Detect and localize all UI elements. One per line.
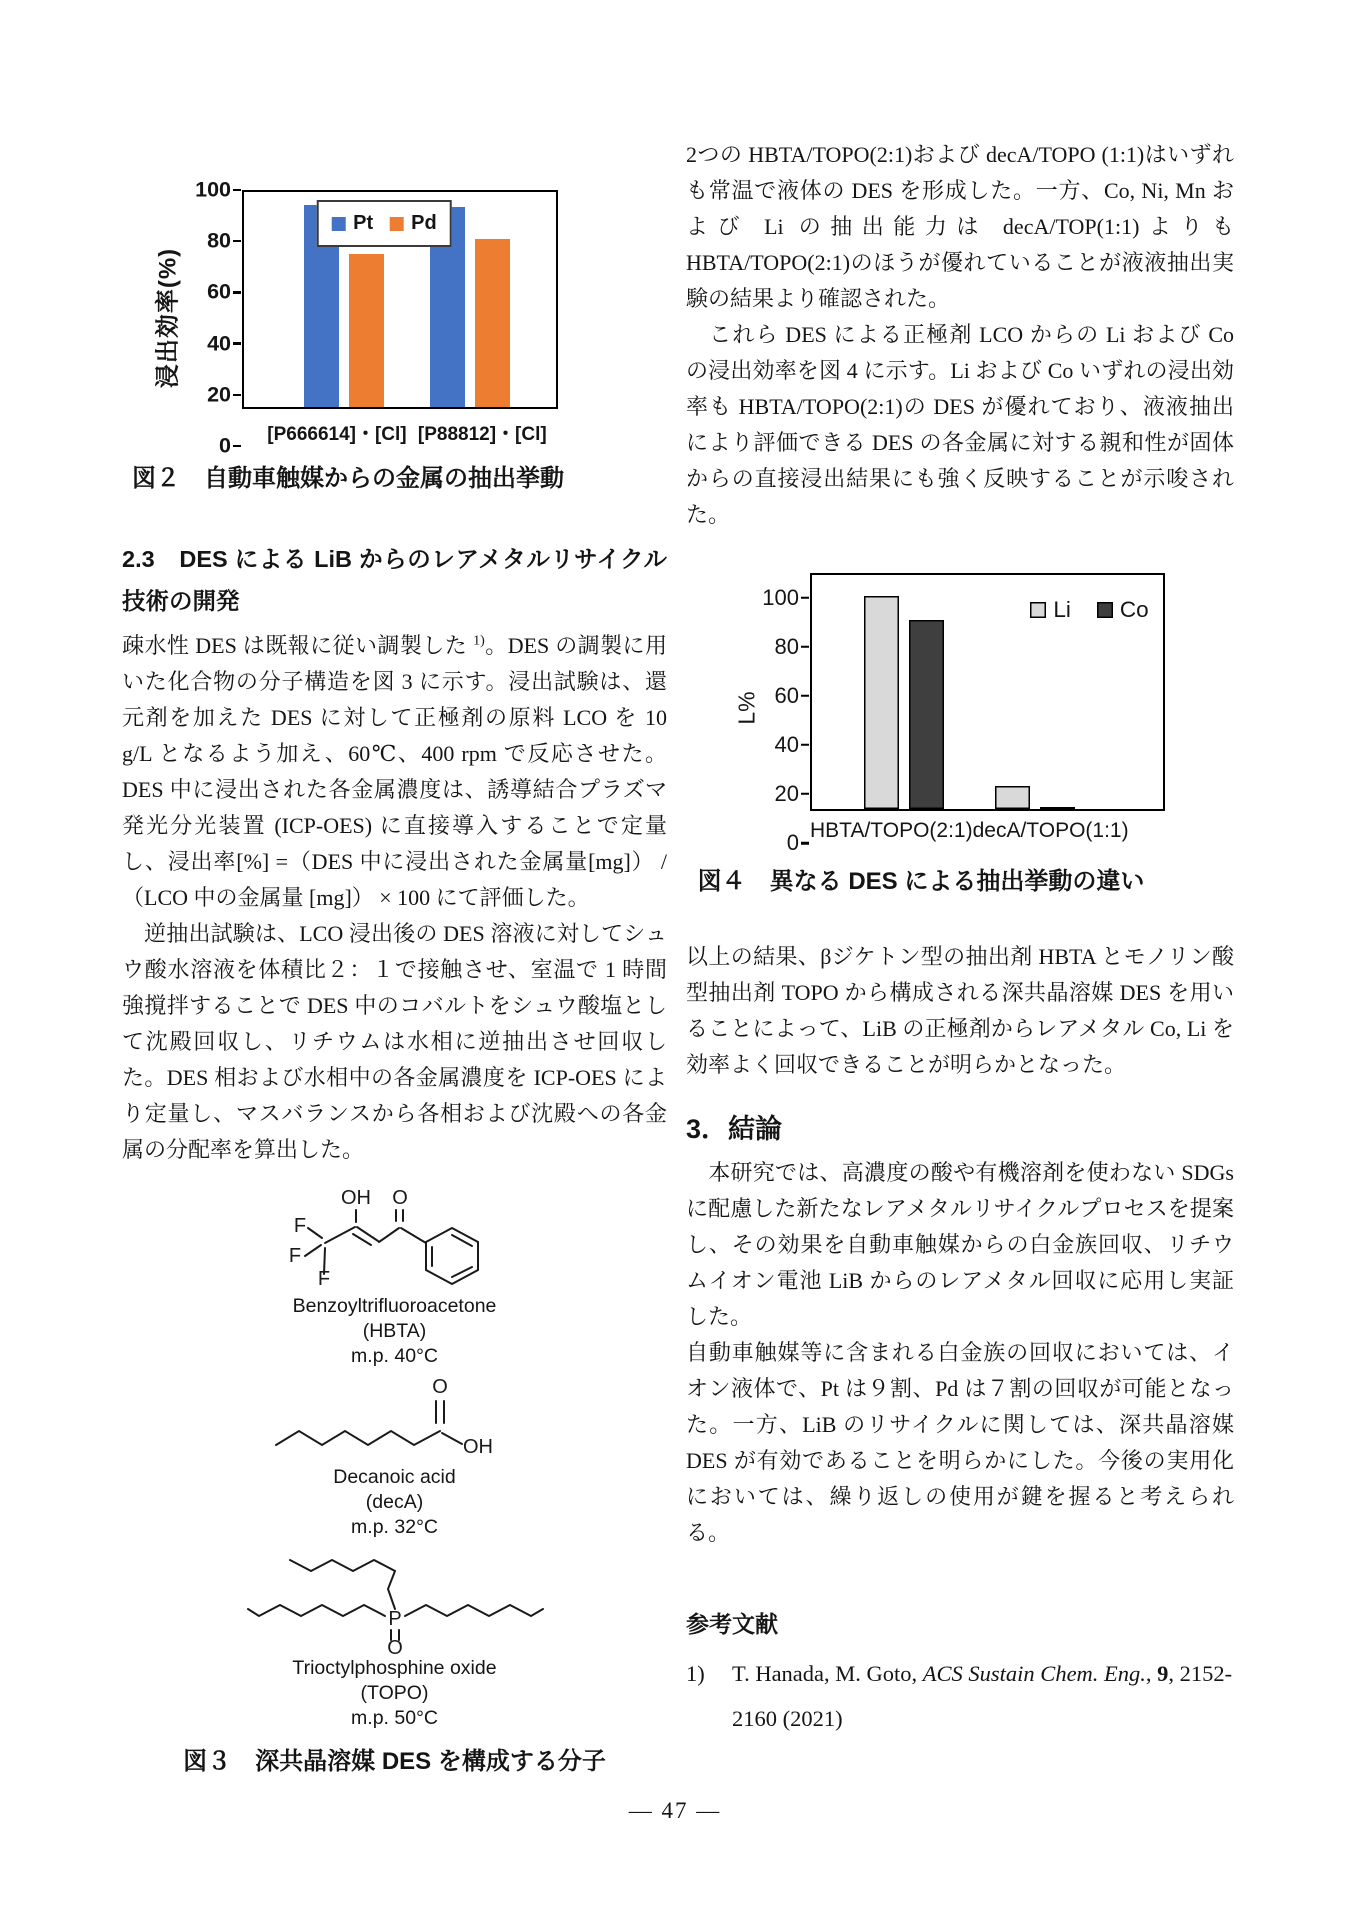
reference-separator: , [1145,1661,1158,1686]
reference-volume: 9 [1157,1661,1169,1686]
y-tick-20: 20 [207,382,231,407]
molecule-abbr: (decA) [365,1491,424,1513]
y-tick-0: 0 [219,433,231,458]
molecule-mp: m.p. 32°C [351,1516,438,1538]
topo-p-label: P [387,1608,402,1630]
figure-3-caption: 図３ 深共晶溶媒 DES を構成する分子 [183,1748,606,1775]
legend-label-li: Li [1053,597,1071,622]
reference-authors: T. Hanada, M. Goto, [732,1661,923,1686]
topo-o-label: O [386,1637,403,1656]
reference-item-1 [686,1651,1234,1741]
left-column [122,140,667,1777]
section-3-heading: 3．結論 [686,1114,783,1144]
figure-2-bar-chart [122,177,667,494]
reference-superscript: 1) [473,633,485,649]
reference-pages: 2152-2160 (2021) [732,1661,1233,1731]
molecule-name: Decanoic acid [333,1466,456,1488]
paragraph-text: 疎水性 DES は既報に従い調製した [122,633,474,658]
figure-3-molecular-structures [122,1186,667,1777]
body-paragraph-results-summary: 以上の結果、βジケトン型の抽出剤 HBTA とモノリン酸型抽出剤 TOPO から構成される深共晶溶媒 DES を用いることによって、LiB の正極剤からレアメタル Co, Li を効率よく回収できることが明らかとなった。 [686,944,1234,1077]
y-tick-100: 100 [195,177,231,202]
right-column [686,137,1234,1741]
y-tick-80: 80 [774,633,799,659]
y-tick-100: 100 [762,584,799,610]
deca-bonds [276,1401,462,1445]
fig2-y-axis-label [146,190,184,446]
hbta-f2-label: F [288,1245,301,1267]
hbta-f3-label: F [317,1268,330,1290]
y-tick-40: 40 [207,330,231,355]
body-paragraph-conclusion-2: 自動車触媒等に含まれる白金族の回収においては、イオン液体で、Pt は９割、Pd は７割の回収が可能となった。一方、LiB のリサイクルに関しては、深共晶溶媒 DES が有効であることを明らかにした。今後の実用化においては、繰り返しの使用が鍵を握ると考えられる。 [686,1340,1234,1545]
molecule-mp: m.p. 40°C [351,1345,438,1367]
hbta-bonds [305,1210,478,1284]
references-heading: 参考文献 [686,1611,778,1637]
legend-swatch-co [1097,602,1113,618]
fig4-y-axis-ticks [762,573,810,855]
molecule-topo [122,1546,667,1731]
fig4-chart-area [730,573,1150,855]
reference-journal: ACS Sustain Chem. Eng. [922,1661,1146,1686]
reference-number: 1) [686,1661,705,1686]
bar-co-2 [1040,807,1075,809]
fig4-y-axis-label-text: L% [733,691,760,725]
x-category-label-1: [P666614]・[Cl] [267,424,407,445]
body-paragraph-des-formation: 2つの HBTA/TOPO(2:1)および decA/TOPO (1:1)はいずれも常温で液体の DES を形成した。一方、Co, Ni, Mn および Li の抽出能力は decA/TOP(1:1)よりも HBTA/TOPO(2:1)のほうが優れていることが液液抽出実験の結果より確認された。 [686,142,1234,311]
legend-label-pd: Pd [411,212,437,234]
fig2-plot-wrap [242,190,558,446]
paragraph-text: 。DES の調製に用いた化合物の分子構造を図 3 に示す。浸出試験は、還元剤を加えた DES に対して正極剤の原料 LCO を 10 g/L となるよう加え、60℃、400 rpm で反応させた。DES 中に浸出された各金属濃度は、誘導結合プラズマ発光分光装置 (ICP-OES) に直接導入することで定量し、浸出率[%] =（DES 中に浸出された金属量[mg]） / （LCO 中の金属量 [mg]） × 100 にて評価した。 [122,633,667,910]
figure-4-bar-chart [686,573,1234,897]
legend-item-co [1097,597,1149,623]
page-number: — 47 — [628,1798,722,1823]
hbta-structure-drawing [280,1186,510,1294]
topo-structure-drawing [245,1546,545,1656]
fig4-plot-wrap [810,573,1165,843]
legend-swatch-pd [390,217,404,231]
molecule-name: Trioctylphosphine oxide [292,1657,497,1679]
deca-structure-drawing [270,1375,520,1465]
molecule-abbr: (TOPO) [360,1682,429,1704]
bar-pd-2 [475,239,510,407]
molecule-deca [122,1375,667,1540]
legend-swatch-li [1030,602,1046,618]
fig2-y-axis-label-text: 浸出効率(%) [154,247,182,389]
fig4-legend [1030,597,1148,623]
legend-item-pd [390,212,437,235]
legend-label-pt: Pt [353,212,374,234]
fig4-y-axis-label [730,573,764,843]
molecule-mp: m.p. 50°C [351,1707,438,1729]
deca-o-label: O [431,1376,448,1398]
legend-swatch-pt [332,217,346,231]
bar-pd-1 [349,254,384,407]
fig2-legend [317,200,452,247]
body-paragraph-conclusion-1: 本研究では、高濃度の酸や有機溶剤を使わない SDGs に配慮した新たなレアメタルリサイクルプロセスを提案し、その効果を自動車触媒からの白金族回収、リチウムイオン電池 LiB からのレアメタル回収に応用し実証した。 [686,1160,1234,1329]
deca-oh-label: OH [462,1436,493,1458]
hbta-oh-label: OH [340,1187,371,1209]
bar-li-1 [864,596,899,809]
x-category-label-2: decA/TOPO(1:1) [972,819,1129,842]
molecule-abbr: (HBTA) [362,1320,427,1342]
bar-group-1 [864,575,944,809]
x-category-label-1: HBTA/TOPO(2:1) [810,819,973,842]
y-tick-60: 60 [207,279,231,304]
body-paragraph-leaching [122,628,667,916]
bar-li-2 [995,786,1030,809]
molecule-name: Benzoyltrifluoroacetone [292,1295,497,1317]
molecule-hbta [122,1186,667,1369]
legend-item-pt [332,212,373,235]
fig4-plot-area [810,573,1165,811]
y-tick-0: 0 [786,830,799,855]
body-paragraph-back-extraction: 逆抽出試験は、LCO 浸出後の DES 溶液に対してシュウ酸水溶液を体積比２：１で接触させ、室温で 1 時間強撹拌することで DES 中のコバルトをシュウ酸塩として沈殿回収し、リチウムは水相に逆抽出させ回収した。DES 相および水相中の各金属濃度を ICP-OES により定量し、マスバランスから各相および沈殿への各金属の分配率を算出した。 [122,921,667,1162]
figure-2-caption: 図２ 自動車触媒からの金属の抽出挙動 [132,465,564,492]
bar-co-1 [909,620,944,809]
reference-separator: , [1168,1661,1180,1686]
body-paragraph-leaching-efficiency: これら DES による正極剤 LCO からの Li および Co の浸出効率を図 4 に示す。Li および Co いずれの浸出効率も HBTA/TOPO(2:1)の DES が優れており、液液抽出により評価できる DES の各金属に対する親和性が固体からの直接浸出結果にも強く反映することが示唆された。 [686,322,1234,527]
section-2-3-heading: 2.3 DES による LiB からのレアメタルリサイクル技術の開発 [122,546,667,614]
legend-item-li [1030,597,1071,623]
legend-label-co: Co [1119,597,1149,622]
fig2-y-axis-ticks [184,177,242,458]
y-tick-20: 20 [774,780,799,806]
fig2-chart-area [146,177,558,458]
y-tick-80: 80 [207,228,231,253]
figure-4-caption: 図４ 異なる DES による抽出挙動の違い [697,868,1145,895]
fig2-x-axis-labels [242,419,558,446]
hbta-o-label: O [391,1187,408,1209]
hbta-f1-label: F [293,1215,306,1237]
y-tick-60: 60 [774,682,799,708]
x-category-label-2: [P88812]・[Cl] [417,424,547,445]
y-tick-40: 40 [774,731,799,757]
fig4-x-axis-labels [810,819,1165,843]
fig2-plot-area [242,190,558,409]
